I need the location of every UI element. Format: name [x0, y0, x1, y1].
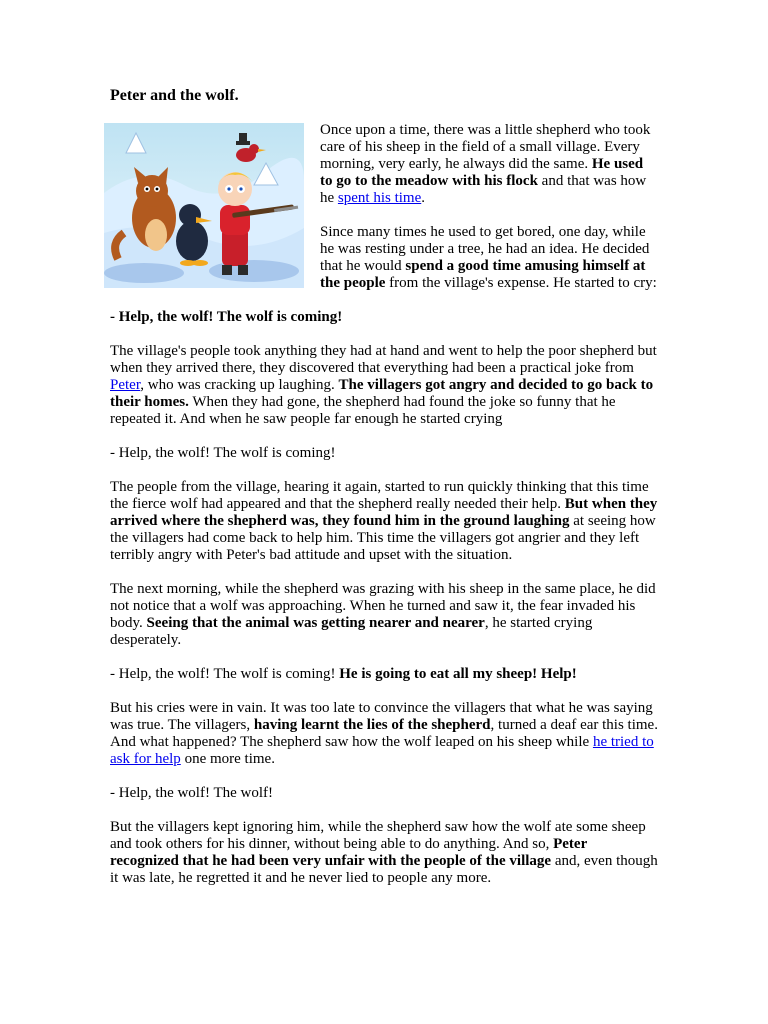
paragraph-7: The next morning, while the shepherd was grazing with his sheep in the same place, he did not notice that a wolf was approaching. When he turned and saw it, the fear invaded his body. Seeing that the animal was getting nearer and nearer, he started crying desperately. — [110, 581, 656, 648]
paragraph-3: - Help, the wolf! The wolf is coming! — [110, 309, 343, 325]
illustration-wrap-space — [110, 122, 320, 294]
story-body — [110, 122, 658, 904]
paragraph-11: But the villagers kept ignoring him, while the shepherd saw how the wolf ate some sheep and took others for his dinner, without being able to do anything. And so, Peter recognized that he had been very unfair with the people of the village and, even though it was late, he regretted it and he never lied to people any more. — [110, 819, 658, 886]
paragraph-8: - Help, the wolf! The wolf is coming! He is going to eat all my sheep! Help! — [110, 666, 577, 682]
ask-for-help-link[interactable]: he tried to ask for help — [110, 734, 654, 767]
paragraph-2: Since many times he used to get bored, one day, while he was resting under a tree, he had an idea. He decided that he would spend a good time amusing himself at the people from the village's expense. He started to cry: — [320, 224, 657, 291]
paragraph-9: But his cries were in vain. It was too late to convince the villagers that what he was saying was true. The villagers, having learnt the lies of the shepherd, turned a deaf ear this time. And what happened? The shepherd saw how the wolf leaped on his sheep while he tried to ask for help one more time. — [110, 700, 658, 767]
paragraph-6: The people from the village, hearing it again, started to run quickly thinking that this time the fierce wolf had appeared and that the shepherd really needed their help. But when they arrived where the shepherd was, they found him in the ground laughing at seeing how the villagers had come back to help him. This time the villagers got angrier and they left terribly angry with Peter's bad attitude and upset with the situation. — [110, 479, 658, 563]
paragraph-10: - Help, the wolf! The wolf! — [110, 785, 274, 801]
paragraph-4: The village's people took anything they had at hand and went to help the poor shepherd but when they arrived there, they discovered that everything had been a practical joke from Peter, who was cracking up laughing. The villagers got angry and decided to go back to their homes. When they had gone, the shepherd had found the joke so funny that he repeated it. And when he saw people far enough he started crying — [110, 343, 657, 427]
peter-link[interactable]: Peter — [110, 377, 141, 393]
document-title: Peter and the wolf. — [110, 87, 239, 104]
spent-his-time-link[interactable]: spent his time — [337, 190, 422, 206]
paragraph-5: - Help, the wolf! The wolf is coming! — [110, 445, 336, 461]
paragraph-1: Once upon a time, there was a little shepherd who took care of his sheep in the field of a small village. Every morning, very early, he always did the same. He used to go to the meadow with his flock and that was how he spent his time. — [320, 122, 651, 206]
